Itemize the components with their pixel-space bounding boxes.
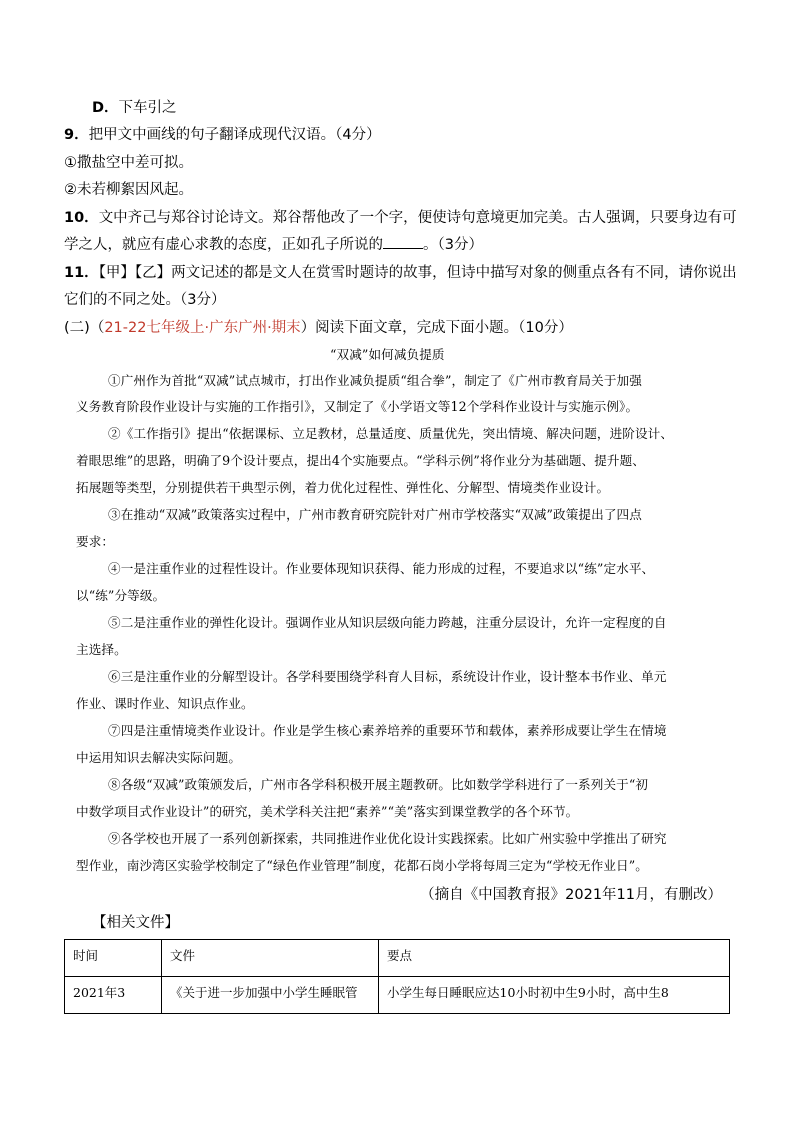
cell-time: 2021年3 <box>65 977 162 1014</box>
article-p7-line2: 中运用知识去解决实际问题。 <box>76 750 242 765</box>
question-number: 11． <box>64 265 99 281</box>
question-11 <box>64 261 737 282</box>
table-row <box>65 977 730 1014</box>
article-p4-line1: ④一是注重作业的过程性设计。作业要体现知识获得、能力形成的过程，不要追求以“练”定水平、 <box>108 561 655 576</box>
article-p8-line1: ⑧各级“双减”政策颁发后，广州市各学科积极开展主题教研。比如数学学科进行了一系列关于“初 <box>108 777 649 792</box>
article-p6-line1: ⑥三是注重作业的分解型设计。各学科要围绕学科育人目标，系统设计作业，设计整本书作业、单元 <box>108 669 667 684</box>
article-p9-line2: 型作业，南沙湾区实验学校制定了“绿色作业管理”制度，花都石岗小学将每周三定为“学校无作业日”。 <box>76 858 648 873</box>
question-number: 9． <box>64 127 89 143</box>
option-letter: D． <box>92 100 119 116</box>
article-p5-line2: 主选择。 <box>76 642 127 657</box>
article-p5-line1: ⑤二是注重作业的弹性化设计。强调作业从知识层级向能力跨越，注重分层设计，允许一定程度的自 <box>108 615 667 630</box>
article-p2-line2: 着眼思维”的思路，明确了9个设计要点，提出4个实施要点。“学科示例”将作业分为基础题、提升题、 <box>76 453 645 468</box>
article-title: “双减”如何减负提质 <box>330 347 445 362</box>
question-text-line1: 文中齐己与郑谷讨论诗文。郑谷帮他改了一个字，便使诗句意境更加完美。古人强调，只要身边有可 <box>98 210 737 226</box>
question-text-line2: 学之人，就应有虚心求教的态度，正如孔子所说的 <box>64 237 383 253</box>
q9-item-1: ①撒盐空中差可拟。 <box>64 155 193 171</box>
question-points: 。（3分） <box>423 237 483 253</box>
question-9 <box>64 123 381 144</box>
question-11-line2: 它们的不同之处。（3分） <box>64 292 226 308</box>
article-p2-line3: 拓展题等类型，分别提供若干典型示例，着力优化过程性、弹性化、分解型、情境类作业设计。 <box>76 480 610 495</box>
option-text: 下车引之 <box>118 100 177 116</box>
related-files-heading: 【相关文件】 <box>92 915 179 931</box>
question-text: 把甲文中画线的句子翻译成现代汉语。（4分） <box>88 127 381 143</box>
article-source: （摘自《中国教育报》2021年11月，有删改） <box>420 887 722 903</box>
question-number: 10． <box>64 210 99 226</box>
section-source-tag: 21-22七年级上·广东广州·期末 <box>104 320 301 336</box>
related-files-table <box>64 939 730 1014</box>
header-document: 文件 <box>162 940 379 977</box>
question-text-line1: 【甲】【乙】两文记述的都是文人在赏雪时题诗的故事，但诗中描写对象的侧重点各有不同，请你说出 <box>98 265 737 281</box>
article-p3-line1: ③在推动“双减”政策落实过程中，广州市教育研究院针对广州市学校落实“双减”政策提出了四点 <box>108 507 642 522</box>
header-time: 时间 <box>65 940 162 977</box>
cell-document: 《关于进一步加强中小学生睡眠管 <box>162 977 379 1014</box>
section-suffix: ）阅读下面文章，完成下面小题。（10分） <box>300 320 573 336</box>
answer-blank[interactable] <box>383 236 423 249</box>
article-p9-line1: ⑨各学校也开展了一系列创新探索，共同推进作业优化设计实践探索。比如广州实验中学推出了研究 <box>108 831 667 846</box>
article-p1-line2: 义务教育阶段作业设计与实施的工作指引》，又制定了《小学语文等12个学科作业设计与实施示例》。 <box>76 399 639 414</box>
cell-key-points: 小学生每日睡眠应达10小时初中生9小时，高中生8 <box>379 977 730 1014</box>
q9-item-2: ②未若柳絮因风起。 <box>64 182 193 198</box>
q8-option-d <box>92 96 177 117</box>
table-header-row <box>65 940 730 977</box>
article-p4-line2: 以“练”分等级。 <box>76 588 166 603</box>
article-p3-line2: 要求： <box>76 534 115 549</box>
question-10-line2 <box>64 233 483 254</box>
article-p1-line1: ①广州作为首批“双减”试点城市，打出作业减负提质“组合拳”，制定了《广州市教育局关于加强 <box>108 373 642 388</box>
article-p6-line2: 作业、课时作业、知识点作业。 <box>76 696 254 711</box>
question-10 <box>64 206 737 227</box>
header-key-points: 要点 <box>379 940 730 977</box>
section-2-heading <box>64 316 573 337</box>
article-p7-line1: ⑦四是注重情境类作业设计。作业是学生核心素养培养的重要环节和载体，素养形成要让学生在情境 <box>108 723 667 738</box>
article-p2-line1: ②《工作指引》提出“依据课标、立足教材，总量适度、质量优先，突出情境、解决问题，进阶设计、 <box>108 426 674 441</box>
article-p8-line2: 中数学项目式作业设计”的研究，美术学科关注把“素养”“美”落实到课堂教学的各个环节。 <box>76 804 579 819</box>
section-prefix: (二)（ <box>64 320 105 336</box>
